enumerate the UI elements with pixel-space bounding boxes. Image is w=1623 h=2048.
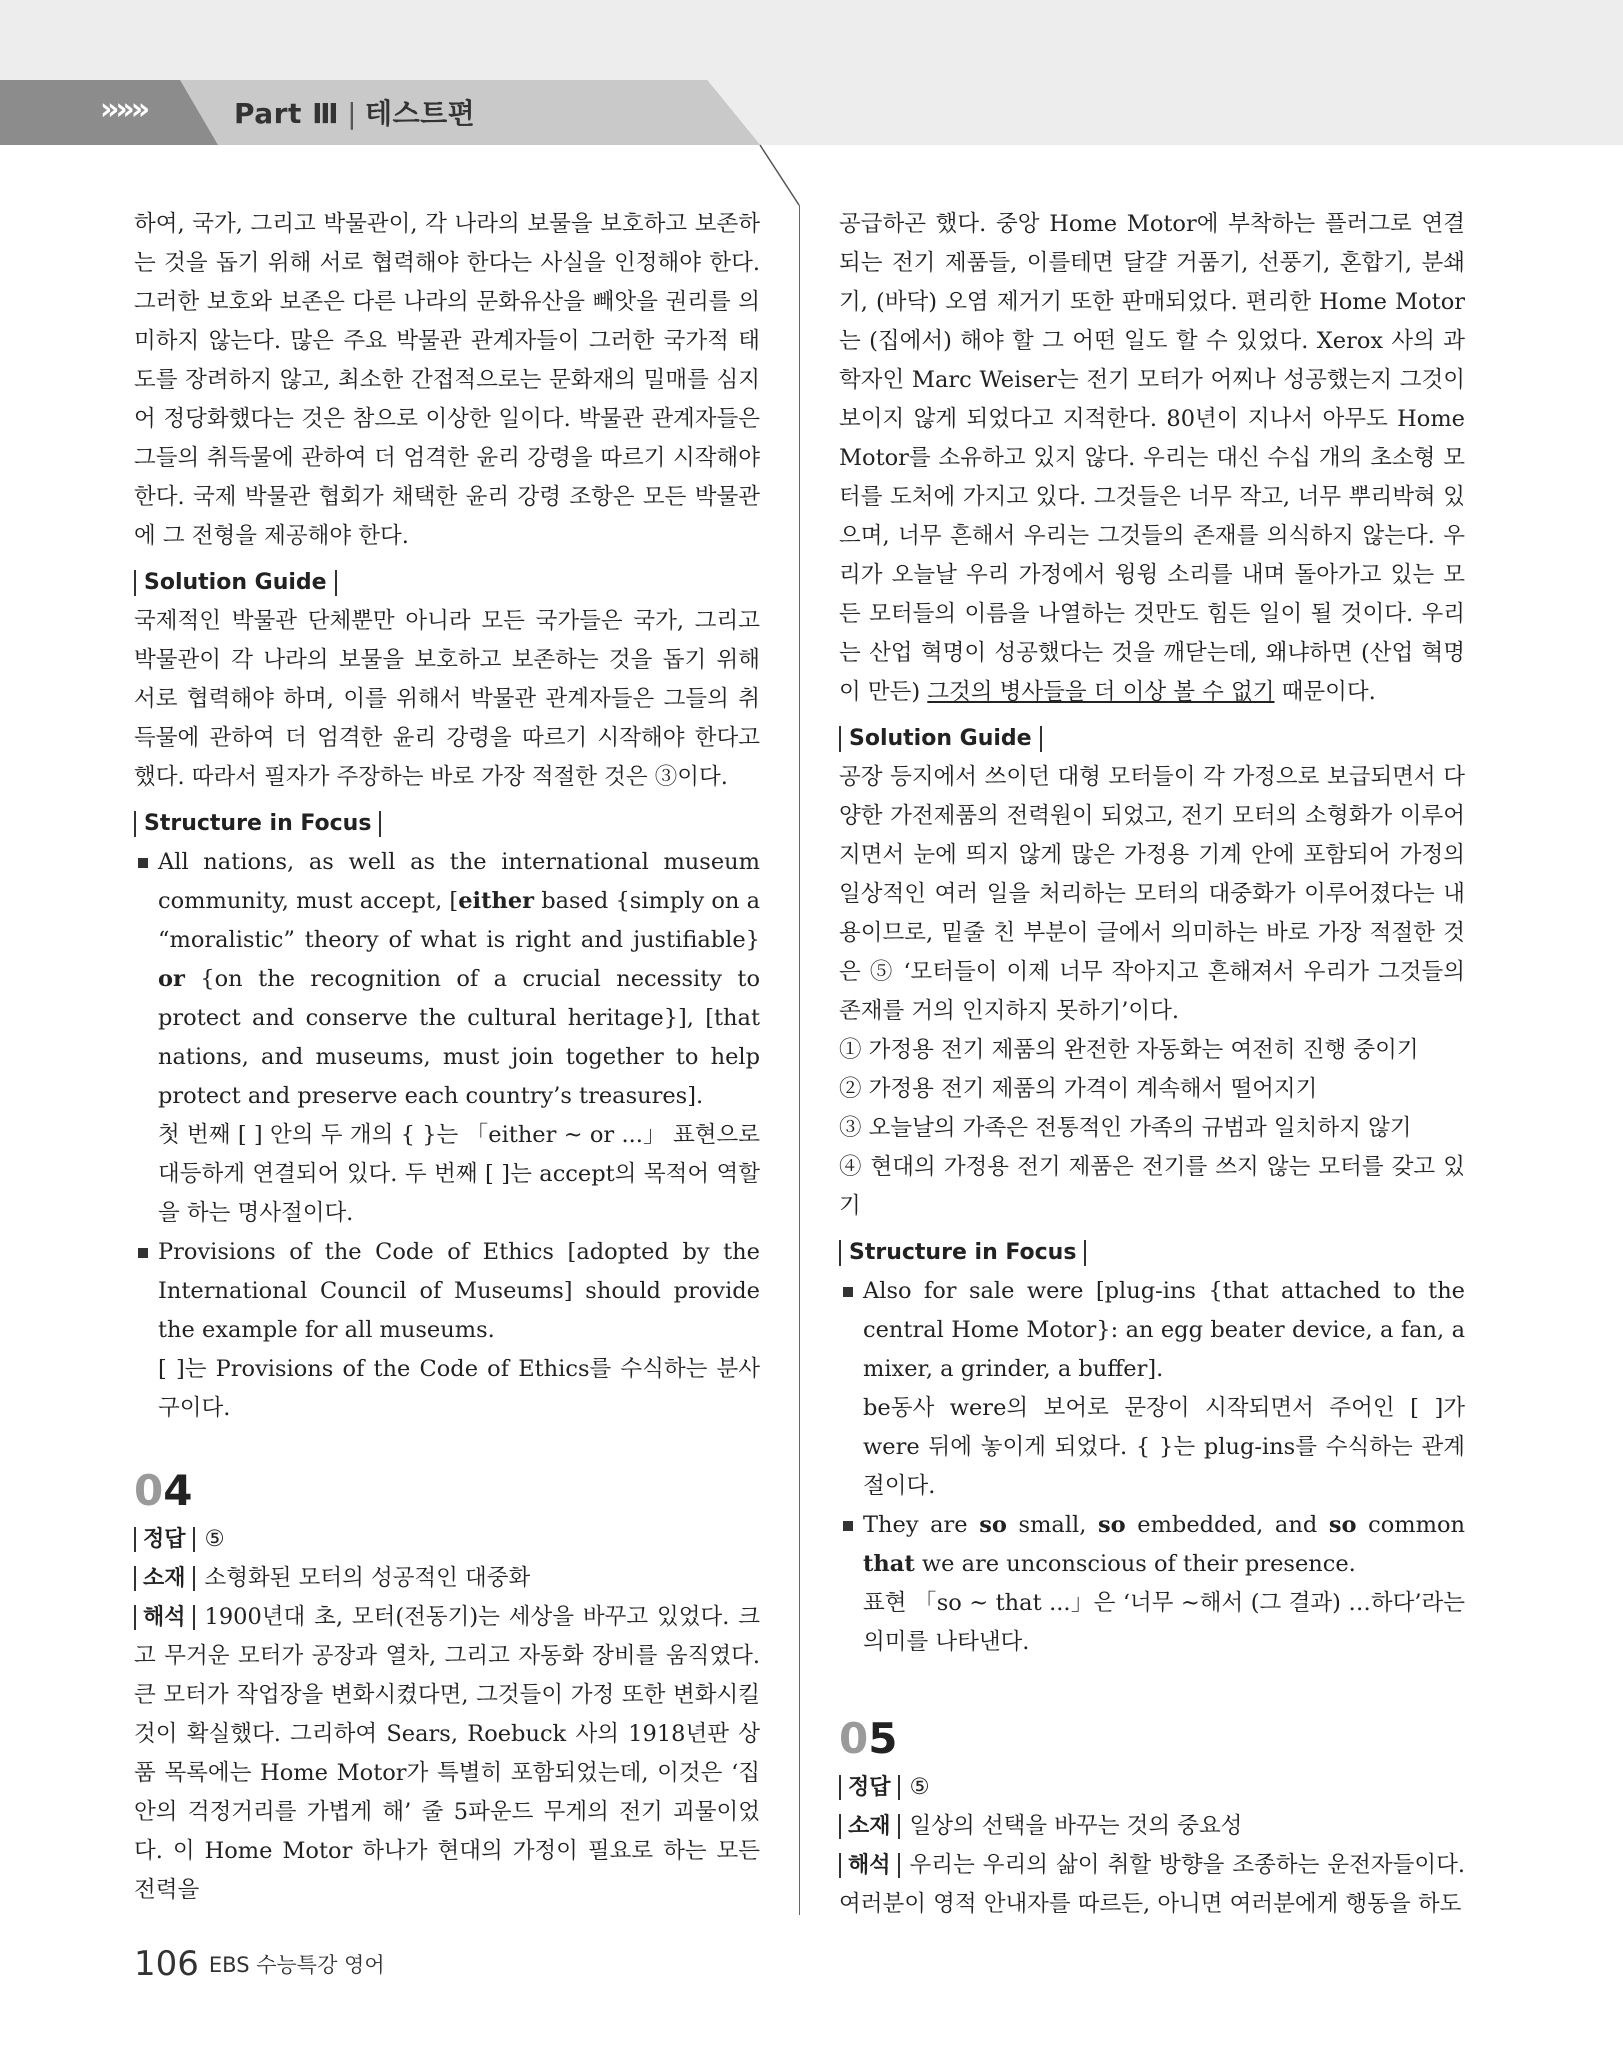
q05-translation: 해석 우리는 우리의 삶이 취할 방향을 조종하는 운전자들이다. 여러분이 영적 안내자를 따르든, 아니면 여러분에게 행동을 하도	[839, 1852, 1465, 1917]
right-solution-guide-text: 공장 등지에서 쓰이던 대형 모터들이 각 가정으로 보급되면서 다양한 가전제품의 전력원이 되었고, 전기 모터의 소형화가 이루어지면서 눈에 띄지 않게 많은 가정용 기계 안에 포함되어 가정의 일상적인 여러 일을 처리하는 모터의 대중화가 이루어졌다는 내용이므로, 밑줄 친 부분이 글에서 의미하는 바로 가장 적절한 것은 ⑤ ‘모터들이 이제 너무 작아지고 흔해져서 우리가 그것들의 존재를 거의 인지하지 못하기’이다.	[839, 764, 1465, 1024]
header-section: 테스트편	[365, 97, 476, 130]
left-column	[134, 205, 760, 1910]
left-structure-note-2: [ ]는 Provisions of the Code of Ethics를 수식하는 분사구이다.	[158, 1356, 760, 1421]
page-number: 106	[134, 1944, 199, 1984]
left-structure-item-1: All nations, as well as the international museum community, must accept, [either based {simply on a “moralistic” theory of what is right and justifiable} or {on the recognition of a crucial necessity to protect and conserve the cultural heritage}], [that nations, and museums, must join together to help protect and preserve each country’s treasures].	[134, 843, 760, 1116]
question-number-04: 04	[134, 1466, 193, 1515]
right-structure-item-2: They are so small, so embedded, and so common that we are unconscious of their presence.	[839, 1506, 1465, 1584]
q05-topic: 소재 일상의 선택을 바꾸는 것의 중요성	[839, 1807, 1465, 1846]
book-title: EBS 수능특강 영어	[208, 1953, 385, 1977]
question-number-05: 05	[839, 1714, 898, 1763]
header-arrows-icon: »»»	[100, 92, 147, 127]
column-divider	[799, 205, 800, 1915]
right-solution-guide-label: Solution Guide	[839, 726, 1042, 752]
right-structure-note-1: be동사 were의 보어로 문장이 시작되면서 주어인 [ ]가 were 뒤에 놓이게 되었다. { }는 plug-ins를 수식하는 관계절이다.	[863, 1395, 1465, 1499]
left-solution-guide-text: 국제적인 박물관 단체뿐만 아니라 모든 국가들은 국가, 그리고 박물관이 각 나라의 보물을 보호하고 보존하는 것을 돕기 위해 서로 협력해야 하며, 이를 위해서 박물관 관계자들은 그들의 취득물에 관하여 더 엄격한 윤리 강령을 따르기 시작해야 한다고 했다. 따라서 필자가 주장하는 바로 가장 적절한 것은 ③이다.	[134, 608, 760, 790]
right-translation-continued: 공급하곤 했다. 중앙 Home Motor에 부착하는 플러그로 연결되는 전기 제품들, 이를테면 달걀 거품기, 선풍기, 혼합기, 분쇄기, (바닥) 오염 제거기 또한 판매되었다. 편리한 Home Motor는 (집에서) 해야 할 그 어떤 일도 할 수 있었다. Xerox 사의 과학자인 Marc Weiser는 전기 모터가 어찌나 성공했는지 그것이 보이지 않게 되었다고 지적한다. 80년이 지나서 아무도 Home Motor를 소유하고 있지 않다. 우리는 대신 수십 개의 초소형 모터를 도처에 가지고 있다. 그것들은 너무 작고, 너무 뿌리박혀 있으며, 너무 흔해서 우리는 그것들의 존재를 의식하지 않는다. 우리가 오늘날 우리 가정에서 윙윙 소리를 내며 돌아가고 있는 모든 모터들의 이름을 나열하는 것만도 힘든 일이 될 것이다. 우리는 산업 혁명이 성공했다는 것을 깨닫는데, 왜냐하면 (산업 혁명이 만든) 그것의 병사들을 더 이상 볼 수 없기 때문이다.	[839, 211, 1465, 705]
page-footer	[134, 1944, 385, 1984]
q04-translation: 해석 1900년대 초, 모터(전동기)는 세상을 바꾸고 있었다. 크고 무거운 모터가 공장과 열차, 그리고 자동화 장비를 움직였다. 큰 모터가 작업장을 변화시켰다면, 그것들이 가정 또한 변화시킬 것이 확실했다. 그리하여 Sears, Roebuck 사의 1918년판 상품 목록에는 Home Motor가 특별히 포함되었는데, 이것은 ‘집안의 걱정거리를 가볍게 해’ 줄 5파운드 무게의 전기 괴물이었다. 이 Home Motor 하나가 현대의 가정이 필요로 하는 모든 전력을	[134, 1604, 760, 1903]
underlined-phrase: 그것의 병사들을 더 이상 볼 수 없기	[927, 679, 1275, 705]
left-structure-note-1: 첫 번째 [ ] 안의 두 개의 { }는 「either ~ or ...」 표현으로 대등하게 연결되어 있다. 두 번째 [ ]는 accept의 목적어 역할을 하는 명사절이다.	[158, 1122, 760, 1226]
right-structure-item-1: Also for sale were [plug-ins {that attached to the central Home Motor}: an egg beater device, a fan, a mixer, a grinder, a buffer].	[839, 1272, 1465, 1389]
header-title: Part Ⅲ | 테스트편	[234, 97, 476, 130]
header-diagonal-line	[760, 145, 799, 205]
left-structure-item-2: Provisions of the Code of Ethics [adopted by the International Council of Museums] should provide the example for all museums.	[134, 1233, 760, 1350]
right-structure-note-2: 표현 「so ~ that ...」은 ‘너무 ~해서 (그 결과) …하다’라는 의미를 나타낸다.	[863, 1590, 1465, 1655]
option-1: ① 가정용 전기 제품의 완전한 자동화는 여전히 진행 중이기	[839, 1037, 1419, 1063]
left-translation-continued: 하여, 국가, 그리고 박물관이, 각 나라의 보물을 보호하고 보존하는 것을 돕기 위해 서로 협력해야 한다는 사실을 인정해야 한다. 그러한 보호와 보존은 다른 나라의 문화유산을 빼앗을 권리를 의미하지 않는다. 많은 주요 박물관 관계자들이 그러한 국가적 태도를 장려하지 않고, 최소한 간접적으로는 문화재의 밀매를 심지어 정당화했다는 것은 참으로 이상한 일이다. 박물관 관계자들은 그들의 취득물에 관하여 더 엄격한 윤리 강령을 따르기 시작해야 한다. 국제 박물관 협회가 채택한 윤리 강령 조항은 모든 박물관에 그 전형을 제공해야 한다.	[134, 211, 760, 549]
q04-answer: 정답 ⑤	[134, 1520, 760, 1559]
q04-topic: 소재 소형화된 모터의 성공적인 대중화	[134, 1559, 760, 1598]
option-3: ③ 오늘날의 가족은 전통적인 가족의 규범과 일치하지 않기	[839, 1115, 1412, 1141]
left-structure-label: Structure in Focus	[134, 811, 381, 837]
q05-answer: 정답 ⑤	[839, 1768, 1465, 1807]
option-2: ② 가정용 전기 제품의 가격이 계속해서 떨어지기	[839, 1076, 1318, 1102]
header-part: Part Ⅲ	[234, 97, 340, 130]
left-structure-list	[134, 843, 760, 1116]
right-column	[839, 205, 1465, 1924]
left-solution-guide-label: Solution Guide	[134, 570, 337, 596]
option-4: ④ 현대의 가정용 전기 제품은 전기를 쓰지 않는 모터를 갖고 있기	[839, 1154, 1465, 1219]
right-structure-label: Structure in Focus	[839, 1240, 1086, 1266]
